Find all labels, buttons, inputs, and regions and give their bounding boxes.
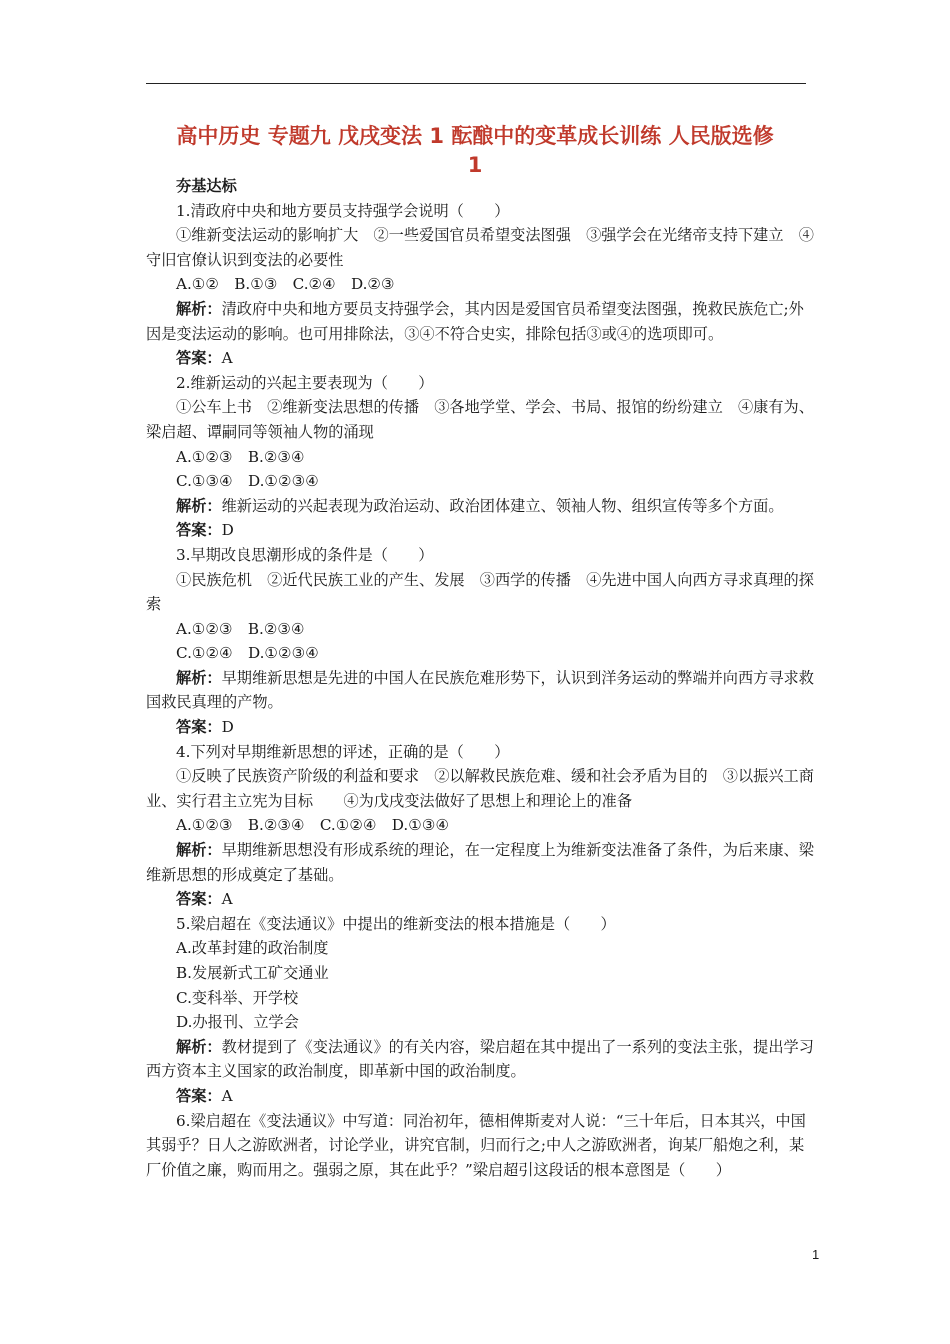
content [146, 174, 814, 1182]
analysis-text: 教材提到了《变法通议》的有关内容，梁启超在其中提出了一系列的变法主张，提出学习西方资本主义国家的政治制度，即革新中国的政治制度。 [146, 1037, 814, 1081]
question-options: A.①② B.①③ C.②④ D.②③ [176, 275, 395, 294]
answer [146, 346, 814, 371]
question-items: ①维新变法运动的影响扩大 ②一些爱国官员希望变法图强 ③强学会在光绪帝支持下建立 ④守旧官僚认识到变法的必要性 [146, 226, 814, 269]
question-options: A.①②③ B.②③④ [176, 619, 305, 638]
section-heading: 夯基达标 [176, 177, 237, 195]
analysis [146, 666, 814, 715]
analysis-text: 早期维新思想是先进的中国人在民族危难形势下，认识到洋务运动的弊端并向西方寻求救国救民真理的产物。 [146, 668, 814, 712]
answer [146, 518, 814, 543]
question-options: A.①②③ B.②③④ C.①②④ D.①③④ [176, 816, 450, 835]
question-options: C.①②④ D.①②③④ [176, 644, 319, 663]
answer-label: 答案： [176, 718, 222, 737]
title-line-2: 1 [467, 153, 483, 177]
question-option: D.办报刊、立学会 [176, 1013, 299, 1032]
answer-value: D [221, 521, 234, 540]
question-stem: 1.清政府中央和地方要员支持强学会说明（ ） [176, 201, 510, 220]
question-stem: 2.维新运动的兴起主要表现为（ ） [176, 373, 434, 392]
question-stem: 4.下列对早期维新思想的评述，正确的是（ ） [176, 742, 510, 761]
question-items: ①反映了民族资产阶级的利益和要求 ②以解救民族危难、缓和社会矛盾为目的 ③以振兴工商业、实行君主立宪为目标 ④为戊戌变法做好了思想上和理论上的准备 [146, 767, 814, 810]
answer-label: 答案： [176, 890, 222, 909]
analysis [146, 838, 814, 887]
answer-value: A [221, 349, 233, 368]
analysis-label: 解析： [176, 1037, 222, 1056]
analysis-label: 解析： [176, 299, 222, 318]
analysis [146, 297, 814, 346]
question-option: A.改革封建的政治制度 [176, 939, 329, 958]
question-option: C.变科举、开学校 [176, 988, 299, 1007]
answer-value: A [221, 1086, 233, 1105]
question-stem: 6.梁启超在《变法通议》中写道：同治初年，德相俾斯麦对人说：“三十年后，日本其兴，中国其弱乎？日人之游欧洲者，讨论学业，讲究官制，归而行之;中人之游欧洲者，询某厂船炮之利，某厂价值之廉，购而用之。强弱之原，其在此乎？”梁启超引这段话的根本意图是（ ） [146, 1111, 806, 1179]
page-title [140, 122, 810, 180]
answer [146, 1084, 814, 1109]
analysis-label: 解析： [176, 668, 222, 687]
answer [146, 887, 814, 912]
question-items: ①民族危机 ②近代民族工业的产生、发展 ③西学的传播 ④先进中国人向西方寻求真理的探索 [146, 570, 814, 614]
question-items: ①公车上书 ②维新变法思想的传播 ③各地学堂、学会、书局、报馆的纷纷建立 ④康有为、梁启超、谭嗣同等领袖人物的涌现 [146, 398, 814, 441]
analysis-text: 维新运动的兴起表现为政治运动、政治团体建立、领袖人物、组织宣传等多个方面。 [221, 496, 784, 515]
page-number: 1 [812, 1247, 820, 1262]
answer [146, 715, 814, 740]
title-line-1: 高中历史 专题九 戊戌变法 1 酝酿中的变革成长训练 人民版选修 [176, 124, 774, 148]
analysis-label: 解析： [176, 841, 222, 860]
analysis-text: 早期维新思想没有形成系统的理论，在一定程度上为维新变法准备了条件，为后来康、梁维新思想的形成奠定了基础。 [146, 841, 814, 884]
question-option: B.发展新式工矿交通业 [176, 964, 329, 982]
analysis-text: 清政府中央和地方要员支持强学会，其内因是爱国官员希望变法图强，挽救民族危亡;外因是变法运动的影响。也可用排除法，③④不符合史实，排除包括③或④的选项即可。 [146, 299, 804, 343]
answer-value: A [221, 890, 233, 909]
question-options: C.①③④ D.①②③④ [176, 472, 319, 491]
answer-label: 答案： [176, 1086, 222, 1105]
question-stem: 5.梁启超在《变法通议》中提出的维新变法的根本措施是（ ） [176, 914, 616, 933]
analysis-label: 解析： [176, 496, 222, 515]
question-stem: 3.早期改良思潮形成的条件是（ ） [176, 545, 434, 564]
answer-label: 答案： [176, 349, 222, 368]
answer-label: 答案： [176, 521, 222, 540]
analysis [146, 494, 814, 519]
header-rule [146, 83, 806, 84]
question-options: A.①②③ B.②③④ [176, 447, 305, 466]
analysis [146, 1035, 814, 1084]
answer-value: D [221, 718, 234, 737]
